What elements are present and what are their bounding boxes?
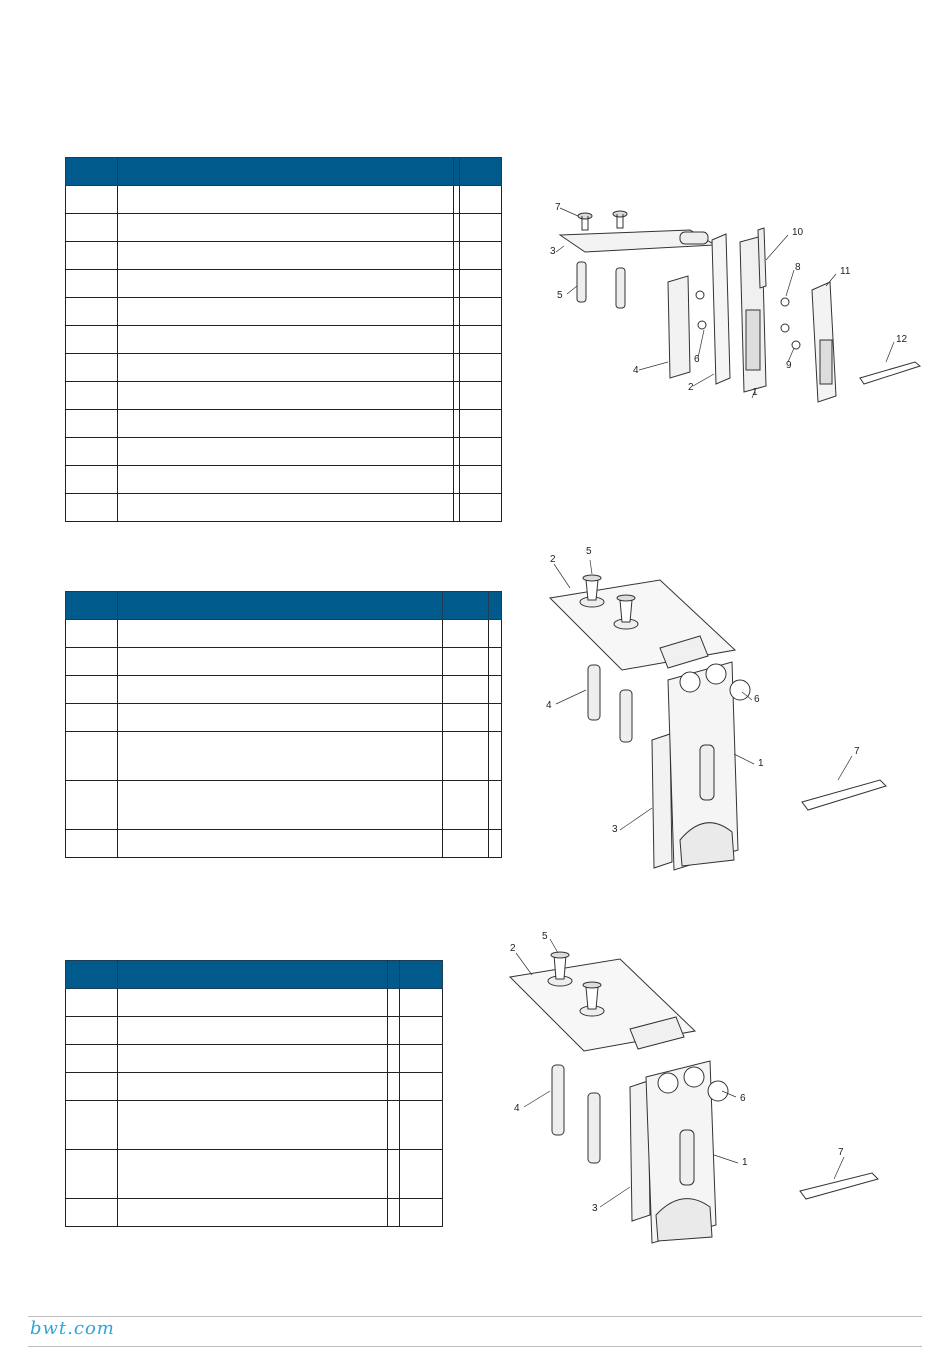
- table-cell: [460, 354, 502, 382]
- footer-divider-top: [28, 1316, 922, 1317]
- callout-label: 3: [612, 824, 618, 835]
- header-cell: [118, 961, 388, 989]
- table-cell: [388, 1017, 400, 1045]
- table-cell: [66, 1045, 118, 1073]
- table-row: [66, 676, 502, 704]
- table-cell: [489, 620, 502, 648]
- header-cell: [489, 592, 502, 620]
- exploded-diagram-1: [530, 190, 940, 420]
- table-cell: [460, 494, 502, 522]
- table-cell: [66, 242, 118, 270]
- table-cell: [118, 676, 443, 704]
- table-cell: [400, 1150, 443, 1199]
- table-cell: [66, 1199, 118, 1227]
- table-cell: [66, 1017, 118, 1045]
- table-cell: [66, 270, 118, 298]
- table-cell: [66, 354, 118, 382]
- footer-divider-bottom: [28, 1346, 922, 1347]
- table-cell: [118, 1199, 388, 1227]
- table-cell: [66, 382, 118, 410]
- table-cell: [118, 214, 454, 242]
- table-cell: [118, 438, 454, 466]
- table-cell: [66, 1101, 118, 1150]
- callout-label: 12: [896, 334, 908, 345]
- table-row: [66, 1017, 443, 1045]
- header-cell: [66, 158, 118, 186]
- table-cell: [118, 466, 454, 494]
- table-header-row: [66, 592, 502, 620]
- table-cell: [66, 466, 118, 494]
- callout-label: 3: [550, 246, 556, 257]
- table-row: [66, 242, 502, 270]
- callout-label: 4: [546, 700, 552, 711]
- table-cell: [400, 1017, 443, 1045]
- callout-label: 4: [633, 365, 639, 376]
- table-cell: [460, 242, 502, 270]
- table-cell: [118, 1150, 388, 1199]
- callout-label: 2: [550, 554, 556, 565]
- table-row: [66, 466, 502, 494]
- callout-label: 5: [586, 546, 592, 557]
- callout-label: 4: [514, 1103, 520, 1114]
- table-cell: [388, 989, 400, 1017]
- table-row: [66, 382, 502, 410]
- header-cell: [460, 158, 502, 186]
- table-cell: [118, 830, 443, 858]
- header-cell: [388, 961, 400, 989]
- table-cell: [460, 410, 502, 438]
- table-cell: [460, 326, 502, 354]
- table-row: [66, 354, 502, 382]
- table-cell: [460, 270, 502, 298]
- table-cell: [118, 410, 454, 438]
- table-cell: [489, 732, 502, 781]
- callout-label: 2: [688, 382, 694, 393]
- table-cell: [460, 298, 502, 326]
- table-cell: [118, 298, 454, 326]
- table-cell: [66, 1150, 118, 1199]
- table-row: [66, 298, 502, 326]
- table-cell: [66, 186, 118, 214]
- table-cell: [118, 1073, 388, 1101]
- header-cell: [66, 592, 118, 620]
- header-cell: [400, 961, 443, 989]
- table-cell: [118, 326, 454, 354]
- table-cell: [66, 214, 118, 242]
- table-cell: [118, 186, 454, 214]
- table-cell: [66, 989, 118, 1017]
- callout-label: 1: [742, 1157, 748, 1168]
- table-cell: [443, 620, 489, 648]
- table-cell: [118, 781, 443, 830]
- callout-label: 9: [786, 360, 792, 371]
- table-cell: [388, 1073, 400, 1101]
- table-cell: [388, 1150, 400, 1199]
- table-cell: [66, 704, 118, 732]
- table-cell: [460, 438, 502, 466]
- table-cell: [118, 1045, 388, 1073]
- table-cell: [400, 989, 443, 1017]
- exploded-diagram-3: [500, 925, 920, 1255]
- table-header-row: [66, 158, 502, 186]
- exploded-diagram-2: [540, 540, 940, 880]
- table-cell: [118, 242, 454, 270]
- table-row: [66, 214, 502, 242]
- table-cell: [489, 781, 502, 830]
- table-row: [66, 1073, 443, 1101]
- table-row: [66, 1199, 443, 1227]
- callout-label: 1: [752, 387, 758, 398]
- header-cell: [118, 158, 454, 186]
- header-cell: [443, 592, 489, 620]
- table-cell: [66, 676, 118, 704]
- callout-label: 3: [592, 1203, 598, 1214]
- table-row: [66, 989, 443, 1017]
- parts-table-1: [65, 157, 502, 522]
- table-row: [66, 438, 502, 466]
- table-cell: [400, 1199, 443, 1227]
- table-cell: [489, 704, 502, 732]
- callout-label: 8: [795, 262, 801, 273]
- table-cell: [66, 830, 118, 858]
- callout-label: 5: [542, 931, 548, 942]
- table-cell: [443, 704, 489, 732]
- table-row: [66, 326, 502, 354]
- table-cell: [443, 648, 489, 676]
- table-cell: [460, 382, 502, 410]
- table-cell: [66, 620, 118, 648]
- table-row: [66, 704, 502, 732]
- table-cell: [400, 1101, 443, 1150]
- callout-label: 7: [838, 1147, 844, 1158]
- table-row: [66, 732, 502, 781]
- parts-table-3: [65, 960, 443, 1227]
- table-cell: [118, 620, 443, 648]
- table-row: [66, 270, 502, 298]
- table-cell: [118, 648, 443, 676]
- callout-label: 6: [740, 1093, 746, 1104]
- table-row: [66, 1150, 443, 1199]
- table-cell: [443, 732, 489, 781]
- callout-label: 7: [854, 746, 860, 757]
- table-row: [66, 781, 502, 830]
- callout-label: 1: [758, 758, 764, 769]
- table-cell: [460, 186, 502, 214]
- callout-label: 5: [557, 290, 563, 301]
- table-row: [66, 830, 502, 858]
- table-cell: [118, 494, 454, 522]
- table-cell: [489, 830, 502, 858]
- table-cell: [388, 1101, 400, 1150]
- table-cell: [443, 781, 489, 830]
- table-cell: [66, 410, 118, 438]
- table-cell: [66, 1073, 118, 1101]
- table-cell: [400, 1045, 443, 1073]
- callout-label: 10: [792, 227, 804, 238]
- table-cell: [489, 648, 502, 676]
- table-cell: [388, 1045, 400, 1073]
- callout-label: 6: [694, 354, 700, 365]
- callout-label: 2: [510, 943, 516, 954]
- table-row: [66, 186, 502, 214]
- table-cell: [66, 298, 118, 326]
- table-cell: [118, 1017, 388, 1045]
- table-header-row: [66, 961, 443, 989]
- table-cell: [388, 1199, 400, 1227]
- table-cell: [66, 781, 118, 830]
- table-cell: [66, 438, 118, 466]
- table-cell: [118, 732, 443, 781]
- table-row: [66, 1101, 443, 1150]
- table-row: [66, 620, 502, 648]
- table-cell: [443, 676, 489, 704]
- table-cell: [118, 270, 454, 298]
- table-cell: [66, 494, 118, 522]
- table-cell: [66, 326, 118, 354]
- table-row: [66, 410, 502, 438]
- table-cell: [443, 830, 489, 858]
- callout-label: 7: [555, 202, 561, 213]
- table-cell: [118, 354, 454, 382]
- table-cell: [400, 1073, 443, 1101]
- table-row: [66, 494, 502, 522]
- table-cell: [66, 732, 118, 781]
- table-cell: [118, 989, 388, 1017]
- table-cell: [118, 382, 454, 410]
- callout-label: 11: [840, 266, 851, 277]
- header-cell: [118, 592, 443, 620]
- parts-table-2: [65, 591, 502, 858]
- table-cell: [460, 214, 502, 242]
- table-row: [66, 1045, 443, 1073]
- table-cell: [489, 676, 502, 704]
- table-cell: [118, 704, 443, 732]
- table-cell: [66, 648, 118, 676]
- table-row: [66, 648, 502, 676]
- table-cell: [118, 1101, 388, 1150]
- header-cell: [66, 961, 118, 989]
- table-cell: [460, 466, 502, 494]
- callout-label: 6: [754, 694, 760, 705]
- footer-logo[interactable]: bwt.com: [30, 1318, 115, 1339]
